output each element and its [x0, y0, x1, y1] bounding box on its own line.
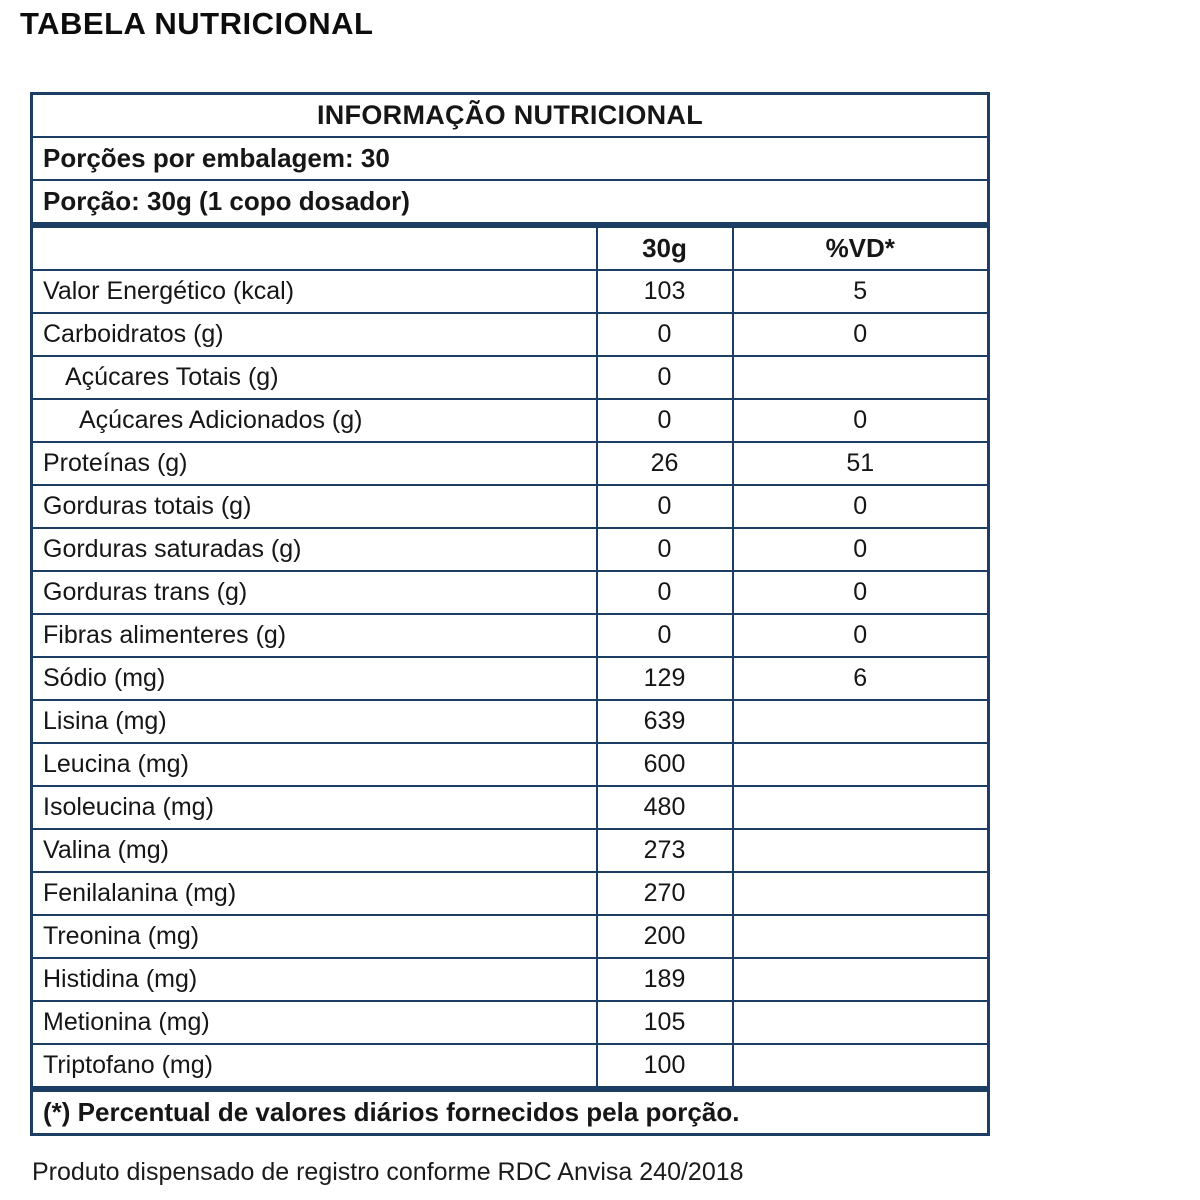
footnote-row — [32, 1089, 989, 1135]
nutrient-amount: 0 — [597, 485, 733, 528]
table-row — [32, 270, 989, 313]
nutrient-dv: 5 — [733, 270, 989, 313]
nutrient-label: Fenilalanina (mg) — [32, 872, 597, 915]
nutrient-label: Açúcares Totais (g) — [32, 356, 597, 399]
nutrient-amount: 26 — [597, 442, 733, 485]
nutrient-label: Gorduras totais (g) — [32, 485, 597, 528]
table-row — [32, 485, 989, 528]
table-row — [32, 958, 989, 1001]
nutrient-amount: 100 — [597, 1044, 733, 1089]
footnote: (*) Percentual de valores diários fornecidos pela porção. — [32, 1089, 989, 1135]
table-row — [32, 1001, 989, 1044]
nutrient-amount: 189 — [597, 958, 733, 1001]
table-row — [32, 528, 989, 571]
table-row — [32, 442, 989, 485]
nutrient-amount: 103 — [597, 270, 733, 313]
table-row — [32, 743, 989, 786]
nutrient-amount: 0 — [597, 571, 733, 614]
nutrient-dv: 0 — [733, 614, 989, 657]
table-row — [32, 786, 989, 829]
table-row — [32, 915, 989, 958]
table-row — [32, 657, 989, 700]
nutrient-dv — [733, 700, 989, 743]
serving-size-row — [32, 180, 989, 225]
nutrient-dv — [733, 1001, 989, 1044]
servings-per-package: Porções por embalagem: 30 — [32, 137, 989, 180]
nutrient-dv — [733, 1044, 989, 1089]
page-title: TABELA NUTRICIONAL — [20, 6, 374, 41]
nutrient-label: Proteínas (g) — [32, 442, 597, 485]
nutrient-label: Triptofano (mg) — [32, 1044, 597, 1089]
table-row — [32, 829, 989, 872]
nutrient-dv — [733, 958, 989, 1001]
nutrient-dv — [733, 786, 989, 829]
nutrient-label: Gorduras trans (g) — [32, 571, 597, 614]
column-header-blank — [32, 225, 597, 270]
nutrient-label: Fibras alimenteres (g) — [32, 614, 597, 657]
nutrient-dv: 0 — [733, 571, 989, 614]
nutrient-amount: 639 — [597, 700, 733, 743]
table-title-row — [32, 94, 989, 138]
nutrient-dv — [733, 872, 989, 915]
table-row — [32, 872, 989, 915]
nutrient-dv — [733, 356, 989, 399]
nutrient-label: Treonina (mg) — [32, 915, 597, 958]
table-row — [32, 571, 989, 614]
table-row — [32, 614, 989, 657]
nutrient-dv: 51 — [733, 442, 989, 485]
table-row — [32, 700, 989, 743]
nutrient-amount: 600 — [597, 743, 733, 786]
nutrient-dv — [733, 915, 989, 958]
nutrient-amount: 0 — [597, 356, 733, 399]
nutrient-label: Metionina (mg) — [32, 1001, 597, 1044]
nutrient-dv — [733, 743, 989, 786]
nutrient-label: Valor Energético (kcal) — [32, 270, 597, 313]
nutrient-label: Histidina (mg) — [32, 958, 597, 1001]
nutrient-amount: 273 — [597, 829, 733, 872]
table-row — [32, 399, 989, 442]
nutrient-dv — [733, 829, 989, 872]
nutrient-amount: 0 — [597, 528, 733, 571]
nutrient-amount: 270 — [597, 872, 733, 915]
nutrient-label: Valina (mg) — [32, 829, 597, 872]
nutrient-amount: 200 — [597, 915, 733, 958]
nutrient-label: Leucina (mg) — [32, 743, 597, 786]
nutrient-amount: 480 — [597, 786, 733, 829]
nutrient-label: Gorduras saturadas (g) — [32, 528, 597, 571]
nutrient-dv: 6 — [733, 657, 989, 700]
nutrient-label: Sódio (mg) — [32, 657, 597, 700]
column-header-amount: 30g — [597, 225, 733, 270]
nutrient-amount: 129 — [597, 657, 733, 700]
nutrient-dv: 0 — [733, 485, 989, 528]
column-header-row — [32, 225, 989, 270]
nutrient-amount: 105 — [597, 1001, 733, 1044]
nutrient-label: Carboidratos (g) — [32, 313, 597, 356]
table-row — [32, 313, 989, 356]
nutrient-dv: 0 — [733, 399, 989, 442]
nutrition-table — [30, 92, 990, 1136]
nutrient-label: Lisina (mg) — [32, 700, 597, 743]
nutrient-dv: 0 — [733, 313, 989, 356]
nutrient-dv: 0 — [733, 528, 989, 571]
nutrient-amount: 0 — [597, 399, 733, 442]
disclaimer-text: Produto dispensado de registro conforme RDC Anvisa 240/2018 — [32, 1158, 744, 1186]
servings-per-package-row — [32, 137, 989, 180]
nutrient-amount: 0 — [597, 313, 733, 356]
table-row — [32, 1044, 989, 1089]
column-header-dv: %VD* — [733, 225, 989, 270]
table-title: INFORMAÇÃO NUTRICIONAL — [32, 94, 989, 138]
nutrient-label: Isoleucina (mg) — [32, 786, 597, 829]
nutrient-amount: 0 — [597, 614, 733, 657]
table-row — [32, 356, 989, 399]
nutrient-label: Açúcares Adicionados (g) — [32, 399, 597, 442]
serving-size: Porção: 30g (1 copo dosador) — [32, 180, 989, 225]
